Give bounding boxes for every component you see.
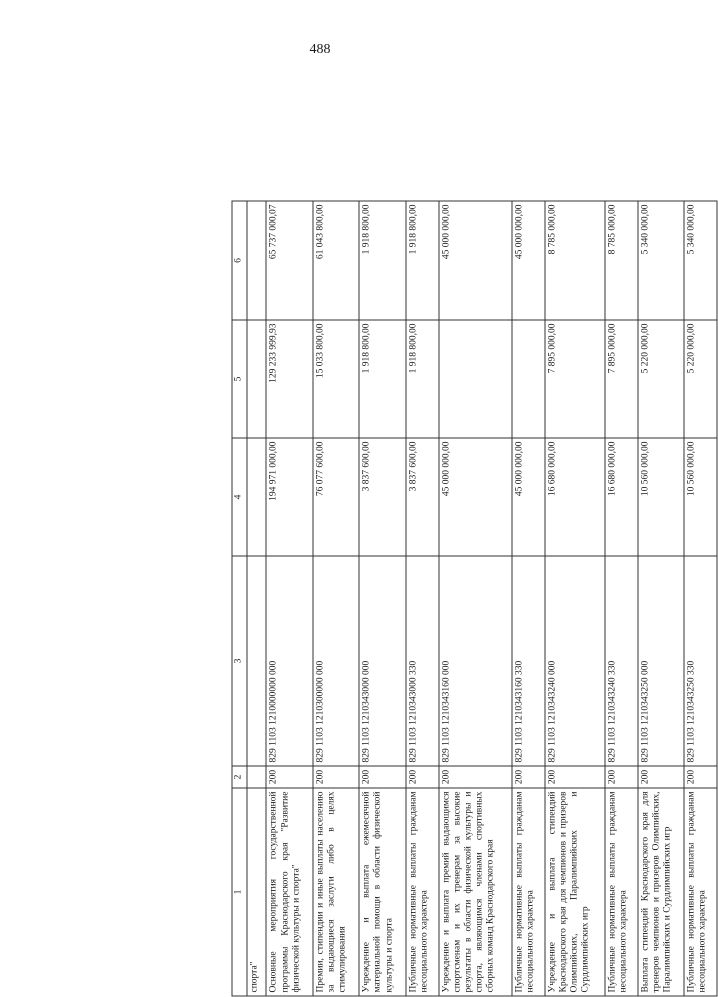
table-row bbox=[439, 201, 512, 996]
table-row bbox=[359, 201, 405, 996]
page-number: 488 bbox=[309, 42, 331, 57]
column-header: 2 bbox=[232, 766, 247, 788]
cell-col4: 194 971 000,00 bbox=[266, 438, 312, 556]
table-row bbox=[313, 201, 359, 996]
table-row bbox=[605, 201, 638, 996]
cell-kbk: 829 1103 1210343240 330 bbox=[605, 556, 638, 766]
column-header: 6 bbox=[232, 201, 247, 320]
cell-name: Выплата стипендий Краснодарского края для тренеров чемпионов и призеров Олимпийских, Паралимпийских и Сурдлимпийских игр bbox=[638, 788, 684, 996]
cell-name: Премии, стипендии и иные выплаты населению за выдающиеся заслуги либо в целях стимулирования bbox=[313, 788, 359, 996]
cell-col5: 7 895 000,00 bbox=[545, 320, 605, 438]
cell-col4: 76 077 600,00 bbox=[313, 438, 359, 556]
cell-col6: 45 000 000,00 bbox=[512, 201, 545, 320]
cell-col4: 45 000 000,00 bbox=[439, 438, 512, 556]
cell-kbk: 829 1103 1210343240 000 bbox=[545, 556, 605, 766]
cell-name: Учреждение и выплата ежемесячной материальной помощи в области физической культуры и спорта bbox=[359, 788, 405, 996]
header-row bbox=[232, 201, 247, 996]
cell-code: 200 bbox=[359, 766, 405, 788]
cell-kbk: 829 1103 1210343250 330 bbox=[684, 556, 717, 766]
column-header: 3 bbox=[232, 556, 247, 766]
budget-table bbox=[232, 201, 718, 997]
cell-code: 200 bbox=[605, 766, 638, 788]
cell-col6: 1 918 800,00 bbox=[359, 201, 405, 320]
cell-col6: 1 918 800,00 bbox=[406, 201, 439, 320]
cell-col5: 5 220 000,00 bbox=[684, 320, 717, 438]
cell-col5: 7 895 000,00 bbox=[605, 320, 638, 438]
cell-col4: 3 837 600,00 bbox=[406, 438, 439, 556]
cell-code: 200 bbox=[266, 766, 312, 788]
cell-col6: 5 340 000,00 bbox=[638, 201, 684, 320]
cell-code: 200 bbox=[545, 766, 605, 788]
cell-kbk: 829 1103 1210343000 330 bbox=[406, 556, 439, 766]
cell-name: Публичные нормативные выплаты гражданам несоциального характера bbox=[684, 788, 717, 996]
cell-kbk: 829 1103 1210343160 330 bbox=[512, 556, 545, 766]
table-row bbox=[512, 201, 545, 996]
cell-col4: 3 837 600,00 bbox=[359, 438, 405, 556]
cell-name: Публичные нормативные выплаты гражданам несоциального характера bbox=[605, 788, 638, 996]
cell-name: Учреждение и выплата премий выдающимся спортсменам и их тренерам за высокие результаты в области физической культуры и спорта, являющимся членами спортивных сборных команд Краснодарского края bbox=[439, 788, 512, 996]
cell-code: 200 bbox=[684, 766, 717, 788]
column-header: 5 bbox=[232, 320, 247, 438]
cell-code: 200 bbox=[313, 766, 359, 788]
cell-name: Публичные нормативные выплаты гражданам несоциального характера bbox=[406, 788, 439, 996]
table-row bbox=[406, 201, 439, 996]
budget-table-frame bbox=[232, 202, 718, 997]
cell-code: 200 bbox=[439, 766, 512, 788]
cell-col6: 5 340 000,00 bbox=[684, 201, 717, 320]
cell-col4: 10 560 000,00 bbox=[684, 438, 717, 556]
cell-col5: 129 233 999,93 bbox=[266, 320, 312, 438]
cell-kbk: 829 1103 1210343000 000 bbox=[359, 556, 405, 766]
cell-code: 200 bbox=[638, 766, 684, 788]
cell-col6: 8 785 000,00 bbox=[605, 201, 638, 320]
cell-name: Учреждение и выплата стипендий Краснодарского края для чемпионов и призеров Олимпийских, Паралимпийских и Сурдлимпийских игр bbox=[545, 788, 605, 996]
cell-col5 bbox=[439, 320, 512, 438]
table-row bbox=[266, 201, 312, 996]
carry-over-row bbox=[247, 201, 266, 996]
cell-col4: 16 680 000,00 bbox=[605, 438, 638, 556]
cell-col5: 1 918 800,00 bbox=[406, 320, 439, 438]
cell-col6: 61 043 800,00 bbox=[313, 201, 359, 320]
cell-code: 200 bbox=[406, 766, 439, 788]
cell-col6: 65 737 000,07 bbox=[266, 201, 312, 320]
cell-name: Публичные нормативные выплаты гражданам несоциального характера bbox=[512, 788, 545, 996]
column-header: 4 bbox=[232, 438, 247, 556]
column-header: 1 bbox=[232, 788, 247, 996]
cell-col5: 5 220 000,00 bbox=[638, 320, 684, 438]
cell-col4: 10 560 000,00 bbox=[638, 438, 684, 556]
cell-kbk: 829 1103 1210300000 000 bbox=[313, 556, 359, 766]
cell-name: спорта" bbox=[247, 788, 266, 996]
cell-col5 bbox=[512, 320, 545, 438]
cell-col4: 45 000 000,00 bbox=[512, 438, 545, 556]
cell-col4: 16 680 000,00 bbox=[545, 438, 605, 556]
cell-col6: 45 000 000,00 bbox=[439, 201, 512, 320]
cell-col5: 1 918 800,00 bbox=[359, 320, 405, 438]
table-row bbox=[684, 201, 717, 996]
table-row bbox=[545, 201, 605, 996]
table-row bbox=[638, 201, 684, 996]
cell-kbk: 829 1103 1210000000 000 bbox=[266, 556, 312, 766]
cell-kbk: 829 1103 1210343250 000 bbox=[638, 556, 684, 766]
cell-col5: 15 033 800,00 bbox=[313, 320, 359, 438]
cell-col6: 8 785 000,00 bbox=[545, 201, 605, 320]
cell-name: Основные мероприятия государственной программы Краснодарского края "Развитие физической культуры и спорта" bbox=[266, 788, 312, 996]
cell-kbk: 829 1103 1210343160 000 bbox=[439, 556, 512, 766]
cell-code: 200 bbox=[512, 766, 545, 788]
